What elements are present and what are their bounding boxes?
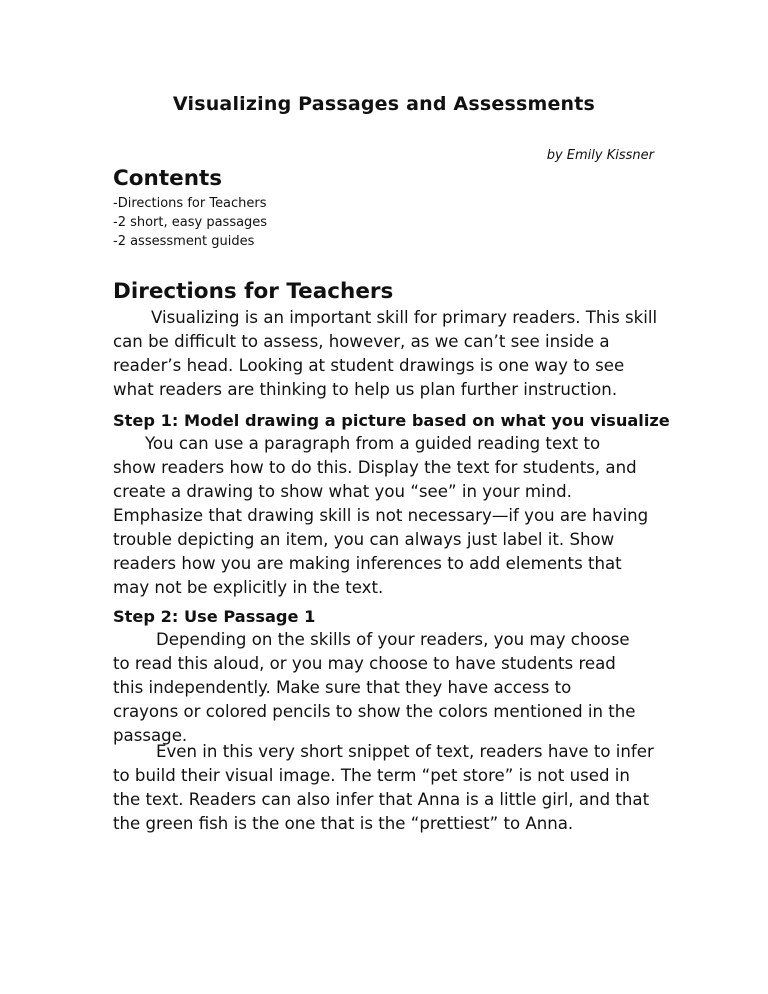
text-line: Visualizing is an important skill for primary readers. This skill [151, 308, 658, 327]
text-line: crayons or colored pencils to show the colors mentioned in the [113, 702, 636, 721]
text-line: readers how you are making inferences to add elements that [113, 554, 622, 573]
step1-paragraph [113, 432, 663, 600]
contents-item: -2 assessment guides [113, 234, 255, 249]
document-title: Visualizing Passages and Assessments [172, 93, 596, 115]
directions-heading: Directions for Teachers [113, 279, 394, 304]
contents-item: -Directions for Teachers [113, 196, 267, 211]
step1-heading: Step 1: Model drawing a picture based on what you visualize [113, 411, 670, 430]
text-line: the green fish is the one that is the “prettiest” to Anna. [113, 814, 574, 833]
step2-paragraph-1 [113, 628, 663, 748]
text-line: trouble depicting an item, you can always just label it. Show [113, 530, 615, 549]
text-line: reader’s head. Looking at student drawings is one way to see [113, 356, 625, 375]
directions-intro-paragraph [113, 306, 663, 402]
text-line: show readers how to do this. Display the text for students, and [113, 458, 637, 477]
text-line: can be difficult to assess, however, as we can’t see inside a [113, 332, 610, 351]
text-line: this independently. Make sure that they have access to [113, 678, 572, 697]
text-line: You can use a paragraph from a guided reading text to [145, 434, 601, 453]
contents-list [113, 194, 267, 251]
contents-heading: Contents [113, 166, 223, 191]
contents-item: -2 short, easy passages [113, 215, 268, 230]
author-byline: by Emily Kissner [546, 148, 654, 163]
step2-heading: Step 2: Use Passage 1 [113, 607, 316, 626]
text-line: Emphasize that drawing skill is not necessary—if you are having [113, 506, 649, 525]
text-line: may not be explicitly in the text. [113, 578, 384, 597]
text-line: to build their visual image. The term “pet store” is not used in [113, 766, 630, 785]
step2-paragraph-2 [113, 740, 663, 836]
text-line: Depending on the skills of your readers, you may choose [156, 630, 630, 649]
text-line: Even in this very short snippet of text, readers have to infer [156, 742, 654, 761]
text-line: what readers are thinking to help us plan further instruction. [113, 380, 618, 399]
text-line: create a drawing to show what you “see” in your mind. [113, 482, 572, 501]
text-line: the text. Readers can also infer that Anna is a little girl, and that [113, 790, 650, 809]
text-line: to read this aloud, or you may choose to have students read [113, 654, 616, 673]
text-line: passage. [113, 726, 188, 745]
